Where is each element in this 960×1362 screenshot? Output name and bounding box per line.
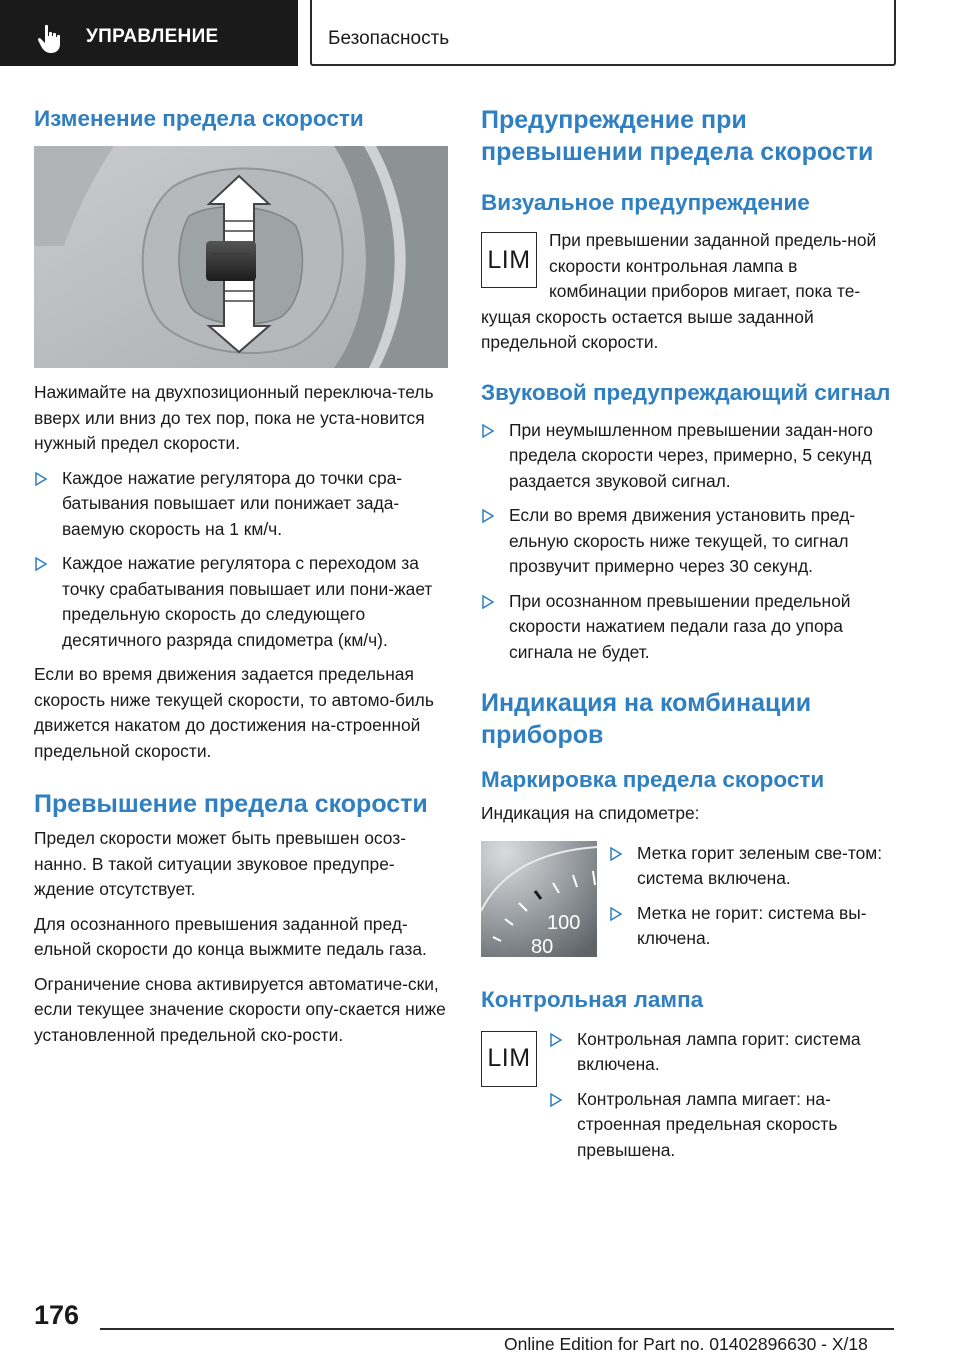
visual-block (481, 228, 895, 356)
bullet-text: Метка горит зеленым све-том: система включена. (637, 842, 883, 888)
page-header (0, 0, 960, 66)
right-column (481, 104, 895, 1160)
bullet-triangle-icon (609, 847, 623, 861)
page-number: 176 (34, 1300, 80, 1330)
bullet-sound-1 (481, 418, 895, 495)
section-tab (0, 0, 298, 66)
bullet-1km (34, 466, 448, 543)
footer-divider (100, 1328, 894, 1330)
bullet-sound-2 (481, 503, 895, 580)
bullet-text: Каждое нажатие регулятора с переходом за точку срабатывания повышает или пони-жает предельную скорость до следующего десятичного разряда спидометра (км/ч). (62, 553, 433, 650)
bullet-triangle-icon (609, 907, 623, 921)
lamp-bullets (549, 1027, 895, 1164)
heading-lamp: Контрольная лампа (481, 986, 704, 1012)
bullet-triangle-icon (34, 557, 48, 571)
bullet-triangle-icon (481, 509, 495, 523)
bullet-text: При неумышленном превышении задан-ного предела скорости через, примерно, 5 секунд раздается звуковой сигнал. (509, 419, 873, 491)
bullet-triangle-icon (481, 595, 495, 609)
paragraph-exceed-3: Ограничение снова активируется автоматиче-ски, если текущее значение скорости опу-скается ниже установленной предельной ско-рости. (34, 973, 446, 1045)
lamp-block (481, 1027, 895, 1160)
paragraph-exceed-1: Предел скорости может быть превышен осоз-нанно. В такой ситуации звуковое предупре-ждение отсутствует. (34, 828, 407, 899)
heading-display: Индикация на комбинации приборов (481, 689, 812, 749)
heading-mark: Маркировка предела скорости (481, 767, 825, 792)
hand-pointer-icon (34, 22, 68, 56)
bullet-text: При осознанном превышении предельной скорости нажатием педали газа до упора сигнала не будет. (509, 590, 851, 662)
mark-bullets (609, 841, 895, 952)
heading-sound: Звуковой предупреждающий сигнал (481, 379, 891, 405)
bullet-text: Контрольная лампа мигает: на-строенная предельная скорость превышена. (577, 1088, 838, 1160)
speedo-number-80: 80 (531, 935, 554, 957)
paragraph-press: Нажимайте на двухпозиционный переключа-тель вверх или вниз до тех пор, пока не уста-новится нужный предел скорости. (34, 382, 434, 453)
section-label: УПРАВЛЕНИЕ (86, 26, 219, 47)
bullet-triangle-icon (34, 472, 48, 486)
heading-visual: Визуальное предупреждение (481, 190, 810, 215)
heading-change-limit: Изменение предела скорости (34, 106, 364, 131)
footer-edition: Online Edition for Part no. 01402896630 - X/18 (504, 1334, 868, 1354)
speedo-block (481, 841, 895, 961)
bullet-lamp-1 (549, 1027, 895, 1078)
bullet-triangle-icon (549, 1033, 563, 1047)
paragraph-coast: Если во время движения задается предельная скорость ниже текущей скорости, то автомо-биль движется накатом до достижения на-строенной предельной скорости. (34, 664, 434, 761)
lim-indicator-icon-2 (481, 1031, 537, 1087)
bullet-mark-2 (609, 901, 895, 952)
paragraph-visual: При превышении заданной предель-ной скорости контрольная лампа в комбинации приборов мигает, пока те-кущая скорость остается выше заданной предельной скорости. (481, 230, 877, 352)
bullet-triangle-icon (481, 424, 495, 438)
bullet-sound-3 (481, 589, 895, 666)
chapter-tab (310, 0, 896, 66)
lim-label: LIM (487, 1044, 531, 1072)
speedometer-image (481, 841, 597, 957)
bullet-text: Метка не горит: система вы-ключена. (637, 902, 867, 948)
paragraph-speedo: Индикация на спидометре: (481, 803, 700, 823)
bullet-lamp-2 (549, 1087, 895, 1164)
paragraph-exceed-2: Для осознанного превышения заданной пред-ельной скорости до конца выжмите педаль газа. (34, 913, 427, 959)
heading-warning: Предупреждение при превышении предела скорости (481, 106, 874, 166)
heading-exceed-limit: Превышение предела скорости (34, 790, 428, 818)
left-column (34, 104, 448, 1048)
lim-label: LIM (487, 245, 531, 274)
lim-indicator-icon (481, 232, 537, 288)
steering-wheel-switch-image (34, 146, 448, 368)
bullet-mark-1 (609, 841, 895, 892)
bullet-text: Контрольная лампа горит: система включена. (577, 1028, 861, 1074)
bullet-triangle-icon (549, 1093, 563, 1107)
bullet-text: Каждое нажатие регулятора до точки сра-батывания повышает или понижает зада-ваемую скорость на 1 км/ч. (62, 467, 403, 539)
bullet-10km (34, 551, 448, 653)
bullet-text: Если во время движения установить пред-ельную скорость ниже текущей, то сигнал прозвучит примерно через 30 секунд. (509, 505, 856, 576)
speedo-number-100: 100 (547, 911, 581, 934)
chapter-label: Безопасность (328, 28, 450, 49)
